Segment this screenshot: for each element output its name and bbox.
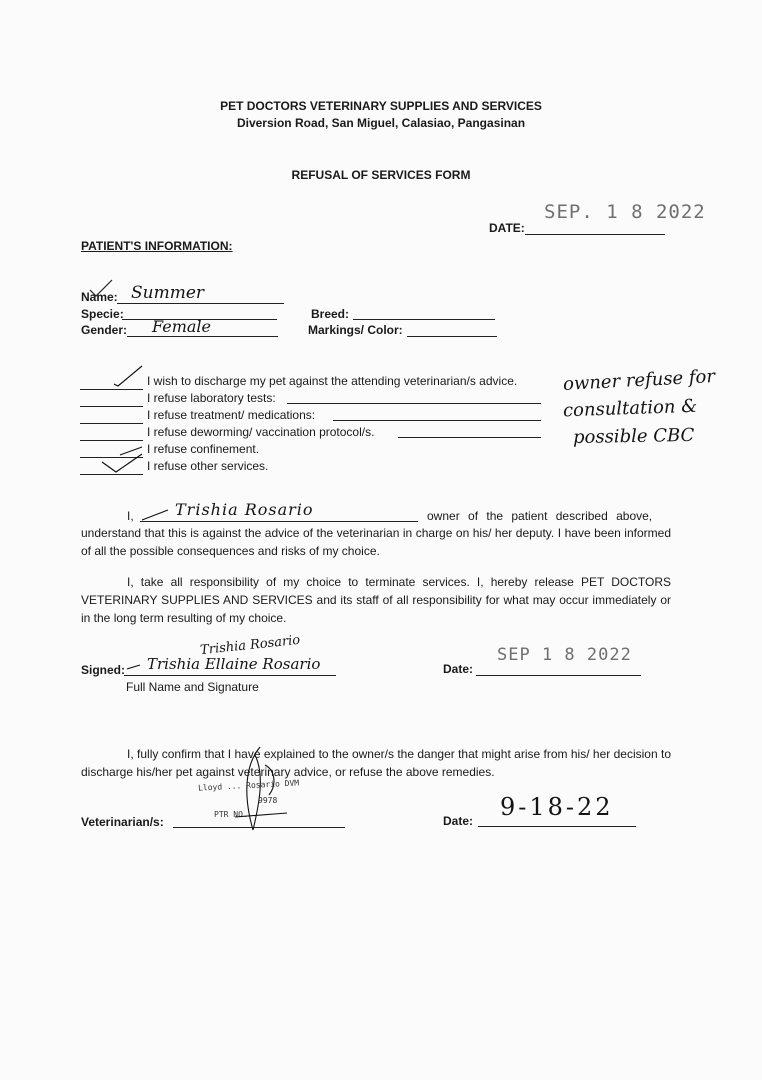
owner-name: Trishia Rosario [175,500,314,519]
owner-statement-text-1: owner of the patient described above, [427,509,653,523]
checkbox-line-6 [80,474,143,475]
signed-line [124,675,336,676]
owner-name-tick [140,508,170,524]
date-stamp: SEP. 1 8 2022 [544,201,706,223]
refusal-item-1: I wish to discharge my pet against the attending veterinarian/s advice. [147,374,518,388]
company-address: Diversion Road, San Miguel, Calasiao, Pangasinan [236,116,526,130]
specie-label: Specie: [81,307,124,321]
checkbox-line-3 [80,423,143,424]
checkmark-6 [100,452,144,474]
breed-label: Breed: [311,307,350,321]
gender-line [127,336,278,337]
patient-section-title: PATIENT'S INFORMATION: [81,239,233,253]
signed-date-line [476,675,641,676]
signed-date-label: Date: [443,662,474,676]
refusal-item-5: I refuse confinement. [147,442,260,456]
name-line [117,303,284,304]
markings-line [407,336,497,337]
refusal-item-3: I refuse treatment/ medications: [147,408,316,422]
form-title: REFUSAL OF SERVICES FORM [291,168,471,182]
side-note-line-3: possible CBC [572,424,695,449]
name-label: Name: [81,290,118,304]
owner-prefix: I, [127,509,134,523]
responsibility-paragraph [81,573,671,627]
vet-confirm-paragraph [81,745,671,781]
gender-label: Gender: [81,323,128,337]
checkmark-1 [112,364,144,388]
veterinarian-line [173,827,345,828]
refusal-item-2: I refuse laboratory tests: [147,391,276,405]
checkbox-line-4 [80,440,143,441]
vet-confirm-text: I, fully confirm that I have explained to the owner/s the danger that might arise from his/ her decision to discharge his/her pet against veterinary advice, or refuse the above remedies. [81,747,671,779]
vet-stamp-line-3: PTR NO. [214,810,248,819]
owner-statement-text-2 [81,524,671,560]
signed-label: Signed: [81,663,125,677]
signed-full-name: Trishia Ellaine Rosario [147,655,321,673]
vet-stamp-line-2: 9978 [258,796,278,805]
owner-name-line [140,521,418,522]
breed-line [353,319,495,320]
name-value: Summer [131,283,205,303]
signed-caption: Full Name and Signature [126,680,259,694]
treatment-line [333,420,541,421]
date-line [525,234,665,235]
gender-value: Female [152,317,211,336]
date-label: DATE: [489,221,525,235]
veterinarian-label: Veterinarian/s: [81,815,164,829]
signed-tick [126,662,142,672]
markings-label: Markings/ Color: [308,323,403,337]
vet-date-value: 9-18-22 [500,793,614,821]
vet-date-label: Date: [443,814,474,828]
refusal-item-4: I refuse deworming/ vaccination protocol/s. [147,425,375,439]
checkbox-line-1 [80,389,143,390]
owner-signature: Trishia Rosario [199,632,301,659]
deworming-line [398,437,541,438]
vet-stamp-line-1: Lloyd ... Rosario DVM [197,778,300,793]
vet-date-line [478,826,636,827]
owner-statement-paragraph: understand that this is against the advice of the veterinarian in charge on his/ her deputy. I have been informed of all the possible consequences and risks of my choice. [81,526,671,558]
vet-signature-scribble [225,745,295,835]
responsibility-text: I, take all responsibility of my choice to terminate services. I, hereby release PET DOCTORS VETERINARY SUPPLIES AND SERVICES and its staff of all responsibility for what may occur immediately or in the long term resulting of my choice. [81,575,671,625]
company-name: PET DOCTORS VETERINARY SUPPLIES AND SERVICES [220,99,542,113]
refusal-item-6: I refuse other services. [147,459,269,473]
signed-date-stamp: SEP 1 8 2022 [497,645,632,665]
laboratory-tests-line [287,403,541,404]
checkbox-line-2 [80,406,143,407]
side-note-line-1: owner refuse for [562,366,716,395]
name-checkmark [88,278,118,298]
side-note-line-2: consultation & [562,395,698,422]
